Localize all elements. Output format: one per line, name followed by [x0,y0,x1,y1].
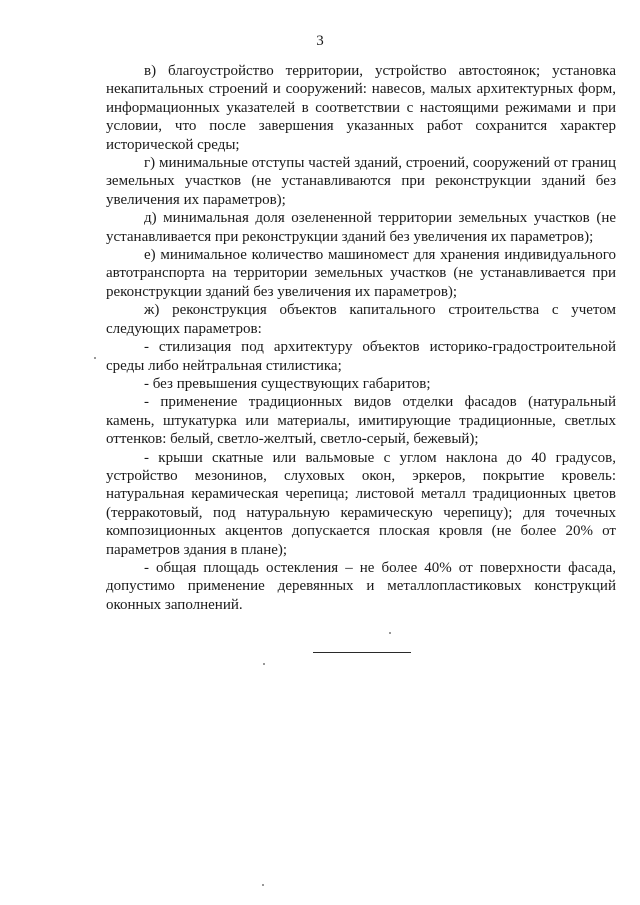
scan-speck [262,884,264,886]
bullet-roofs: - крыши скатные или вальмовые с углом наклона до 40 градусов, устройство мезонинов, слуховых окон, эркеров, покрытие кровель: натуральная керамическая черепица; листовой металл традиционных цветов (терракотовый, под натуральную керамическую черепицу); для точечных композиционных акцентов допускается плоская кровля (не более 20% от параметров здания в плане); [106,449,616,558]
page-number: 3 [316,33,324,49]
paragraph-item-zh: ж) реконструкция объектов капитального строительства с учетом следующих параметров: [106,302,616,337]
scan-speck [94,357,96,359]
bullet-dimensions: - без превышения существующих габаритов; [144,375,431,392]
paragraph-item-e: е) минимальное количество машиномест для хранения индивидуального автотранспорта на территории земельных участков (не устанавливается при реконструкции зданий без увеличения их параметров); [106,247,616,300]
scan-speck [389,632,391,634]
paragraph-item-g: г) минимальные отступы частей зданий, строений, сооружений от границ земельных участков (не устанавливаются при реконструкции зданий без увеличения их параметров); [106,155,616,208]
paragraph-item-v: в) благоустройство территории, устройство автостоянок; установка некапитальных строений и сооружений: навесов, малых архитектурных форм, информационных указателей в соответствии с настоящими режимами и при условии, что после завершения указанных работ сохранится характер исторической среды; [106,63,616,153]
bullet-facade-finish: - применение традиционных видов отделки фасадов (натуральный камень, штукатурка или материалы, имитирующие традиционные, светлых оттенков: белый, светло-желтый, светло-серый, бежевый); [106,394,616,448]
bullet-stylization: - стилизация под архитектуру объектов историко-градостроительной среды либо нейтральная стилистика; [106,339,616,374]
end-separator-line [313,652,411,653]
paragraph-item-d: д) минимальная доля озелененной территории земельных участков (не устанавливается при реконструкции зданий без увеличения их параметров); [106,210,616,245]
bullet-glazing: - общая площадь остекления – не более 40% от поверхности фасада, допустимо применение деревянных и металлопластиковых конструкций оконных заполнений. [106,559,616,613]
document-body [106,62,616,614]
scan-speck [263,663,265,665]
